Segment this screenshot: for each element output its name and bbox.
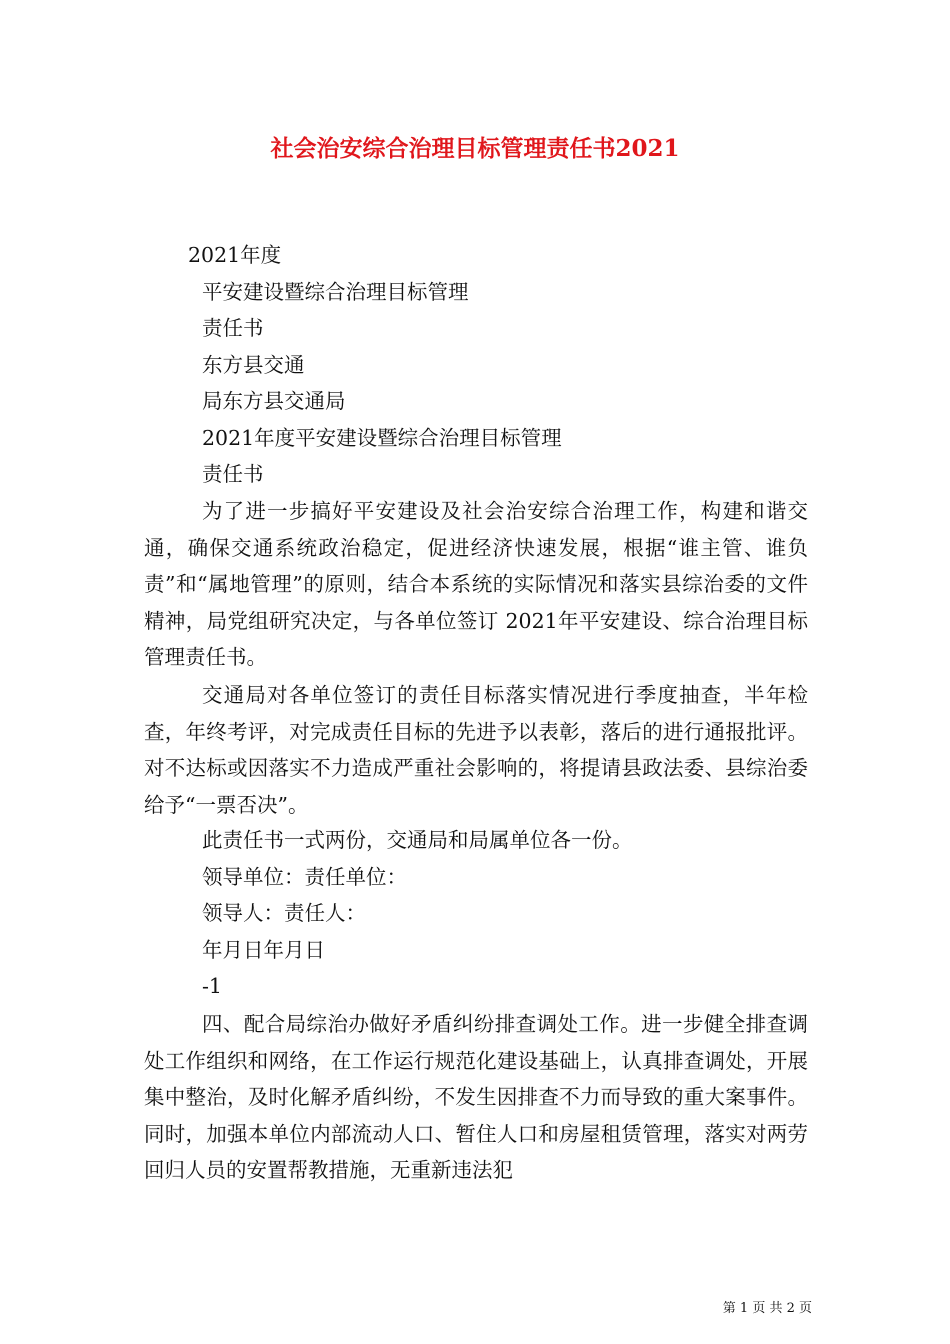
closing-persons: 领导人：责任人： (202, 901, 366, 925)
paragraph-purpose: 为了进一步搞好平安建设及社会治安综合治理工作，构建和谐交通，确保交通系统政治稳定，促进经济快速发展，根据“谁主管、谁负责”和“属地管理”的原则，结合本系统的实际情况和落实县综治委的文件精神，局党组研究决定，与各单位签订 2021年平安建设、综合治理目标管理责任书。 (144, 499, 808, 670)
header-line-year: 2021年度 (188, 243, 282, 267)
page-number: 第 1 页 共 2 页 (722, 1301, 812, 1316)
closing-dates: 年月日年月日 (202, 938, 325, 962)
closing-marker: -1 (202, 974, 222, 998)
paragraph-section-four: 四、配合局综治办做好矛盾纠纷排查调处工作。进一步健全排查调处工作组织和网络，在工作运行规范化建设基础上，认真排查调处，开展集中整治，及时化解矛盾纠纷，不发生因排查不力而导致的重大案事件。同时，加强本单位内部流动人口、暂住人口和房屋租赁管理，落实对两劳回归人员的安置帮教措施，无重新违法犯 (144, 1012, 808, 1183)
header-line-org: 东方县交通 (202, 353, 305, 377)
header-line-doc-type: 责任书 (202, 316, 264, 340)
paragraph-evaluation: 交通局对各单位签订的责任目标落实情况进行季度抽查，半年检查，年终考评，对完成责任目标的先进予以表彰，落后的进行通报批评。对不达标或因落实不力造成严重社会影响的，将提请县政法委、县综治委给予“一票否决”。 (144, 683, 808, 817)
header-line-subject: 平安建设暨综合治理目标管理 (202, 280, 469, 304)
document-title: 社会治安综合治理目标管理责任书2021 (270, 135, 680, 162)
closing-copies: 此责任书一式两份，交通局和局属单位各一份。 (202, 828, 633, 852)
header-line-bureau: 局东方县交通局 (202, 389, 346, 413)
header-line-full-subject: 2021年度平安建设暨综合治理目标管理 (202, 426, 562, 450)
header-line-doc-type-2: 责任书 (202, 462, 264, 486)
closing-units: 领导单位：责任单位： (202, 865, 407, 889)
